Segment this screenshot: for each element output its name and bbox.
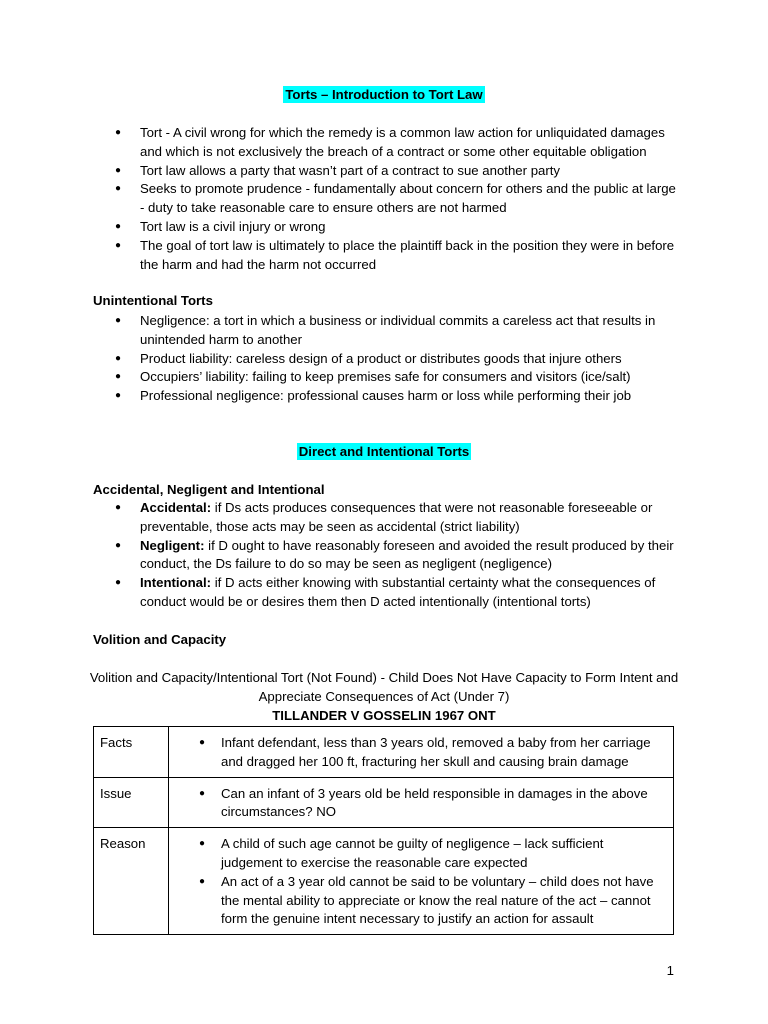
list-item: ● Tort law is a civil injury or wrong — [115, 218, 680, 237]
list-item: ● An act of a 3 year old cannot be said to be voluntary – child does not have the mental ability to appreciate or know the real nature of the act – cannot form the genuine intent necessary to justify an action for assault — [175, 873, 667, 929]
list-item: ● Can an infant of 3 years old be held responsible in damages in the above circumstances? NO — [175, 785, 667, 823]
accidental-heading: Accidental, Negligent and Intentional — [93, 482, 325, 497]
case-table — [93, 726, 674, 935]
facts-label: Facts — [94, 727, 169, 778]
case-caption-text: Volition and Capacity/Intentional Tort (Not Found) - Child Does Not Have Capacity to Form Intent and Appreciate Consequences of Act (Under 7) — [89, 670, 679, 704]
term: Negligent: — [140, 537, 205, 553]
unintentional-heading: Unintentional Torts — [93, 293, 213, 308]
section-title — [0, 443, 768, 462]
list-item — [115, 537, 680, 575]
list-item: ● Infant defendant, less than 3 years old, removed a baby from her carriage and dragged her 100 ft, fracturing her skull and causing brain damage — [175, 734, 667, 772]
issue-label: Issue — [94, 777, 169, 828]
list-item: ● A child of such age cannot be guilty of negligence – lack sufficient judgement to exercise the reasonable care expected — [175, 835, 667, 873]
table-row — [94, 777, 674, 828]
reason-cell — [169, 828, 674, 935]
list-item: ● Product liability: careless design of a product or distributes goods that injure others — [115, 350, 680, 369]
list-item: ● Negligence: a tort in which a business or individual commits a careless act that results in unintended harm to another — [115, 312, 680, 350]
issue-cell — [169, 777, 674, 828]
list-item: ● Tort - A civil wrong for which the remedy is a common law action for unliquidated damages and which is not exclusively the breach of a contract or some other equitable obligation — [115, 124, 680, 162]
section-title-text: Direct and Intentional Torts — [298, 444, 470, 459]
definition: if D acts either knowing with substantial certainty what the consequences of conduct would be or desires them then D acted intentionally (intentional torts) — [140, 575, 656, 609]
intro-bullet-list — [115, 124, 680, 274]
definition: if D ought to have reasonably foreseen and avoided the result produced by their conduct, the Ds failure to do so may be seen as negligent (negligence) — [140, 537, 674, 572]
case-caption — [0, 669, 768, 707]
list-item: ● Seeks to promote prudence - fundamentally about concern for others and the public at large - duty to take reasonable care to ensure others are not harmed — [115, 180, 680, 218]
volition-heading: Volition and Capacity — [93, 632, 227, 647]
accidental-bullet-list — [115, 499, 680, 612]
list-item — [115, 574, 680, 612]
list-item: ● The goal of tort law is ultimately to place the plaintiff back in the position they were in before the harm and had the harm not occurred — [115, 237, 680, 275]
page-title — [0, 86, 768, 105]
list-item — [115, 499, 680, 537]
definition: if Ds acts produces consequences that were not reasonable foreseeable or preventable, those acts may be seen as accidental (strict liability) — [140, 500, 653, 534]
list-item: ● Tort law allows a party that wasn’t part of a contract to sue another party — [115, 162, 680, 181]
table-row — [94, 828, 674, 935]
page-number: 1 — [666, 963, 674, 978]
table-row — [94, 727, 674, 778]
reason-label: Reason — [94, 828, 169, 935]
list-item: ● Occupiers’ liability: failing to keep premises safe for consumers and visitors (ice/salt) — [115, 368, 680, 387]
page-title-text: Torts – Introduction to Tort Law — [285, 87, 483, 102]
unintentional-bullet-list — [115, 312, 680, 406]
term: Intentional: — [140, 575, 212, 591]
case-name: TILLANDER V GOSSELIN 1967 ONT — [272, 708, 496, 723]
list-item: ● Professional negligence: professional causes harm or loss while performing their job — [115, 387, 680, 406]
term: Accidental: — [140, 500, 212, 515]
facts-cell — [169, 727, 674, 778]
